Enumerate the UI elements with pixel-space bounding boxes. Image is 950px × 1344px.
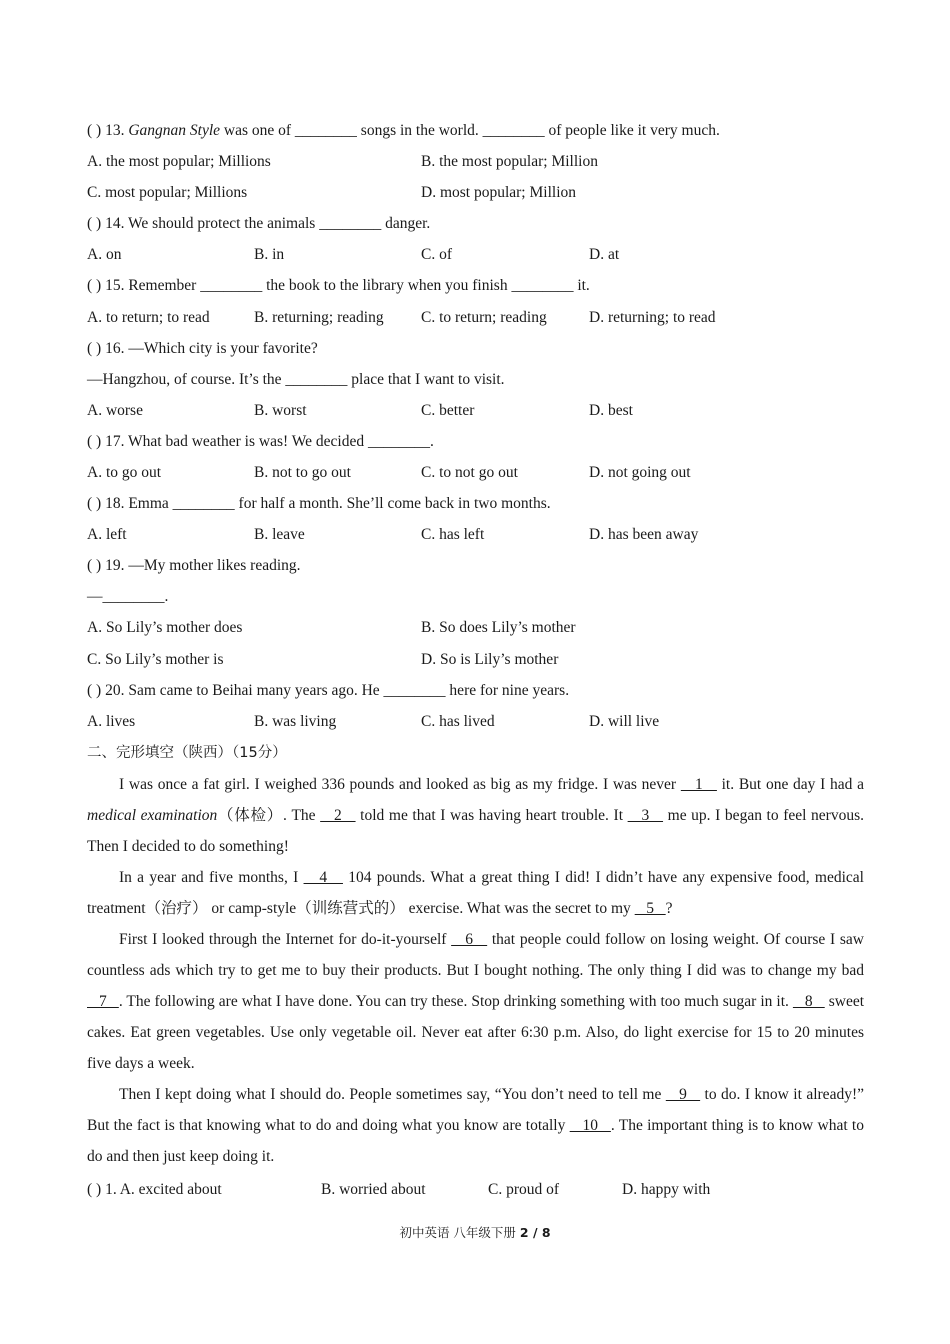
question-19-option-d: D. So is Lily’s mother <box>421 651 559 668</box>
cloze-paragraph-3: First I looked through the Internet for do-it-yourself 6 that people could follow on losing weight. Of course I saw countless ads which try to get me to buy their products. But I bought nothing. The only thing I did was to change my bad 7 . The following are what I have done. You can try these. Stop drinking something with too much sugar in it. 8 sweet cakes. Eat green vegetables. Use only vegetable oil. Never eat after 6:30 p.m. Also, do light exercise for 15 to 20 minutes five days a week. <box>87 931 865 1072</box>
question-14-option-c: C. of <box>421 246 452 263</box>
question-20-option-d: D. will live <box>589 713 660 730</box>
blank-1: 1 <box>680 776 717 793</box>
cloze-question-1-option-c: C. proud of <box>488 1181 560 1198</box>
question-16-option-b: B. worst <box>254 402 307 419</box>
question-20-option-c: C. has lived <box>421 713 495 730</box>
blank-4: 4 <box>303 869 343 886</box>
question-18-option-d: D. has been away <box>589 526 699 543</box>
footer-title: 初中英语 八年级下册 <box>399 1225 520 1240</box>
question-17-option-c: C. to not go out <box>421 464 518 481</box>
blank-5: 5 <box>634 900 666 917</box>
blank-7: 7 <box>87 993 119 1010</box>
question-13-stem: ( ) 13. Gangnan Style was one of ________ songs in the world. ________ of people like it very much. <box>87 122 720 139</box>
question-20-option-a: A. lives <box>87 713 136 730</box>
medical-examination-term: medical examination <box>87 807 218 824</box>
cloze-question-1-option-d: D. happy with <box>622 1181 711 1198</box>
question-19-stem: ( ) 19. —My mother likes reading. <box>87 557 301 574</box>
cloze-paragraph-4: Then I kept doing what I should do. People sometimes say, “You don’t need to tell me 9 to do. I know it already!” But the fact is that knowing what to do and doing what you know are totally 10 . The important thing is to know what to do and then just keep doing it. <box>87 1086 864 1165</box>
question-15-stem: ( ) 15. Remember ________ the book to the library when you finish ________ it. <box>87 277 590 294</box>
question-13-option-d: D. most popular; Million <box>421 184 576 201</box>
question-15-option-d: D. returning; to read <box>589 309 716 326</box>
question-19-option-b: B. So does Lily’s mother <box>421 619 576 636</box>
question-19-option-a: A. So Lily’s mother does <box>87 619 243 636</box>
blank-2: 2 <box>320 807 356 824</box>
question-18-option-a: A. left <box>87 526 127 543</box>
question-16-option-c: C. better <box>421 402 475 419</box>
blank-8: 8 <box>792 993 825 1010</box>
blank-6: 6 <box>451 931 488 948</box>
page-footer <box>0 1224 950 1242</box>
question-17-option-a: A. to go out <box>87 464 162 481</box>
blank-10: 10 <box>569 1117 611 1134</box>
question-16-option-a: A. worse <box>87 402 143 419</box>
page-number: 2 / 8 <box>519 1225 551 1240</box>
question-13-option-b: B. the most popular; Million <box>421 153 598 170</box>
question-16-reply: —Hangzhou, of course. It’s the ________ place that I want to visit. <box>87 371 505 388</box>
blank-3: 3 <box>627 807 664 824</box>
question-20-option-b: B. was living <box>254 713 337 730</box>
section-2-heading: 二、完形填空（陕西）（15分） <box>87 745 287 761</box>
question-18-option-b: B. leave <box>254 526 305 543</box>
question-19-reply: —________. <box>87 588 169 605</box>
question-19-option-c: C. So Lily’s mother is <box>87 651 224 668</box>
cloze-paragraph-2: In a year and five months, I 4 104 pounds. What a great thing I did! I didn’t have any expensive food, medical treatment（治疗） or camp-style（训练营式的） exercise. What was the secret to my 5 ? <box>87 869 864 917</box>
question-16-option-d: D. best <box>589 402 633 419</box>
question-17-stem: ( ) 17. What bad weather is was! We decided ________. <box>87 433 434 450</box>
question-20-stem: ( ) 20. Sam came to Beihai many years ago. He ________ here for nine years. <box>87 682 570 699</box>
question-14-option-a: A. on <box>87 246 122 263</box>
question-15-option-a: A. to return; to read <box>87 309 210 326</box>
question-17-option-d: D. not going out <box>589 464 691 481</box>
question-18-option-c: C. has left <box>421 526 485 543</box>
question-14-option-d: D. at <box>589 246 620 263</box>
cloze-paragraph-1: I was once a fat girl. I weighed 336 pounds and looked as big as my fridge. I was never 1 it. But one day I had a medical examination（体检）. The 2 told me that I was having heart trouble. It 3 me up. I began to feel nervous. Then I decided to do something! <box>87 776 865 855</box>
question-13-option-a: A. the most popular; Millions <box>87 153 271 170</box>
question-15-option-c: C. to return; reading <box>421 309 547 326</box>
cloze-question-1-option-b: B. worried about <box>321 1181 426 1198</box>
question-18-stem: ( ) 18. Emma ________ for half a month. She’ll come back in two months. <box>87 495 551 512</box>
question-13-option-c: C. most popular; Millions <box>87 184 248 201</box>
blank-9: 9 <box>665 1086 701 1103</box>
cloze-question-1-stem: ( ) 1. A. excited about <box>87 1181 222 1198</box>
question-15-option-b: B. returning; reading <box>254 309 384 326</box>
question-14-option-b: B. in <box>254 246 285 263</box>
song-title: Gangnan Style <box>128 122 221 139</box>
question-16-stem: ( ) 16. —Which city is your favorite? <box>87 340 318 357</box>
question-14-stem: ( ) 14. We should protect the animals ________ danger. <box>87 215 431 232</box>
question-17-option-b: B. not to go out <box>254 464 351 481</box>
